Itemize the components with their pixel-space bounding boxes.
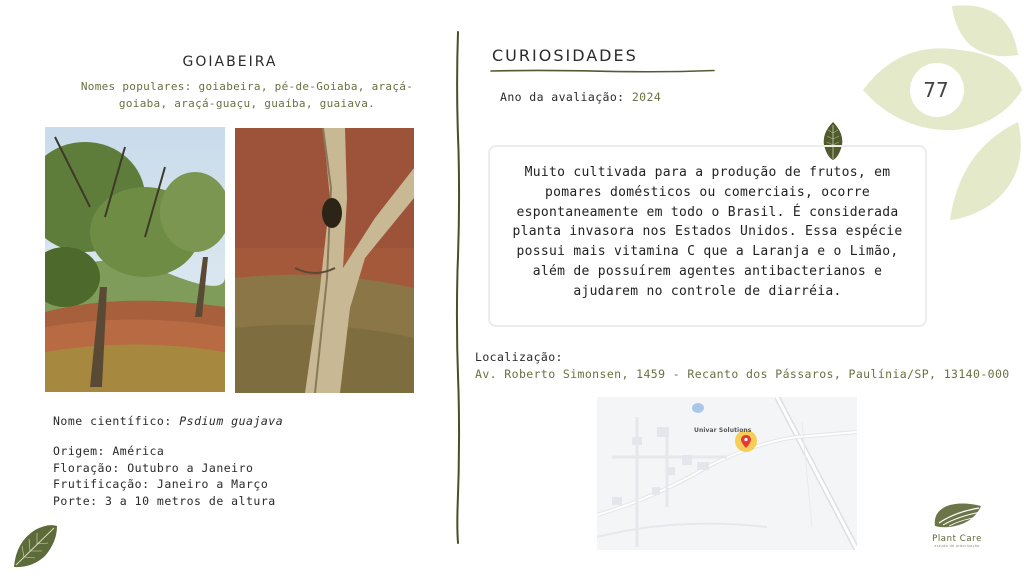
fact-fruiting: Frutificação: Janeiro a Março <box>53 477 269 491</box>
tree-landscape-photo <box>45 127 225 392</box>
section-title: CURIOSIDADES <box>492 46 638 65</box>
location-label: Localização: <box>475 350 563 364</box>
evaluation-line <box>500 90 661 104</box>
location-map[interactable] <box>597 397 857 550</box>
plant-care-logo <box>922 500 992 548</box>
page-number-badge: 77 <box>923 78 949 102</box>
leaf-icon <box>10 522 60 570</box>
scientific-label: Nome científico: <box>53 414 172 428</box>
logo-tagline: estudo de arborização <box>934 544 980 548</box>
species-facts <box>53 443 276 509</box>
scientific-name-line <box>53 414 283 428</box>
popular-names: Nomes populares: goiabeira, pé-de-Goiaba, araçá-goiaba, araçá-guaçu, guaíba, guaiava. <box>80 80 414 110</box>
fact-flowering: Floração: Outubro a Janeiro <box>53 460 254 475</box>
logo-leaf-icon <box>929 500 985 530</box>
logo-name: Plant Care <box>932 534 982 544</box>
evaluation-year: 2024 <box>631 90 662 104</box>
evaluation-label: Ano da avaliação: <box>500 90 625 104</box>
fact-size: Porte: 3 a 10 metros de altura <box>53 493 276 508</box>
curiosities-text: Muito cultivada para a produção de frutos, em pomares domésticos ou comerciais, ocorre espontaneamente em todo o Brasil. É considerada planta invasora nos Estados Unidos. Essa espécie possui mais vitamina C que a Laranja e o Limão, além de possuírem agentes antibacterianos e ajudarem no controle de diarréia. <box>488 145 927 327</box>
map-place-label: Univar Solutions <box>694 427 752 434</box>
species-title: GOIABEIRA <box>182 54 278 70</box>
location-address[interactable]: Av. Roberto Simonsen, 1459 - Recanto dos Pássaros, Paulínia/SP, 13140-000 <box>475 367 1010 381</box>
scientific-name: Psdium guajava <box>179 414 284 428</box>
column-divider <box>452 30 464 545</box>
title-underline <box>490 68 715 74</box>
tree-trunk-photo <box>235 128 414 393</box>
fact-origin: Origem: América <box>53 444 165 458</box>
